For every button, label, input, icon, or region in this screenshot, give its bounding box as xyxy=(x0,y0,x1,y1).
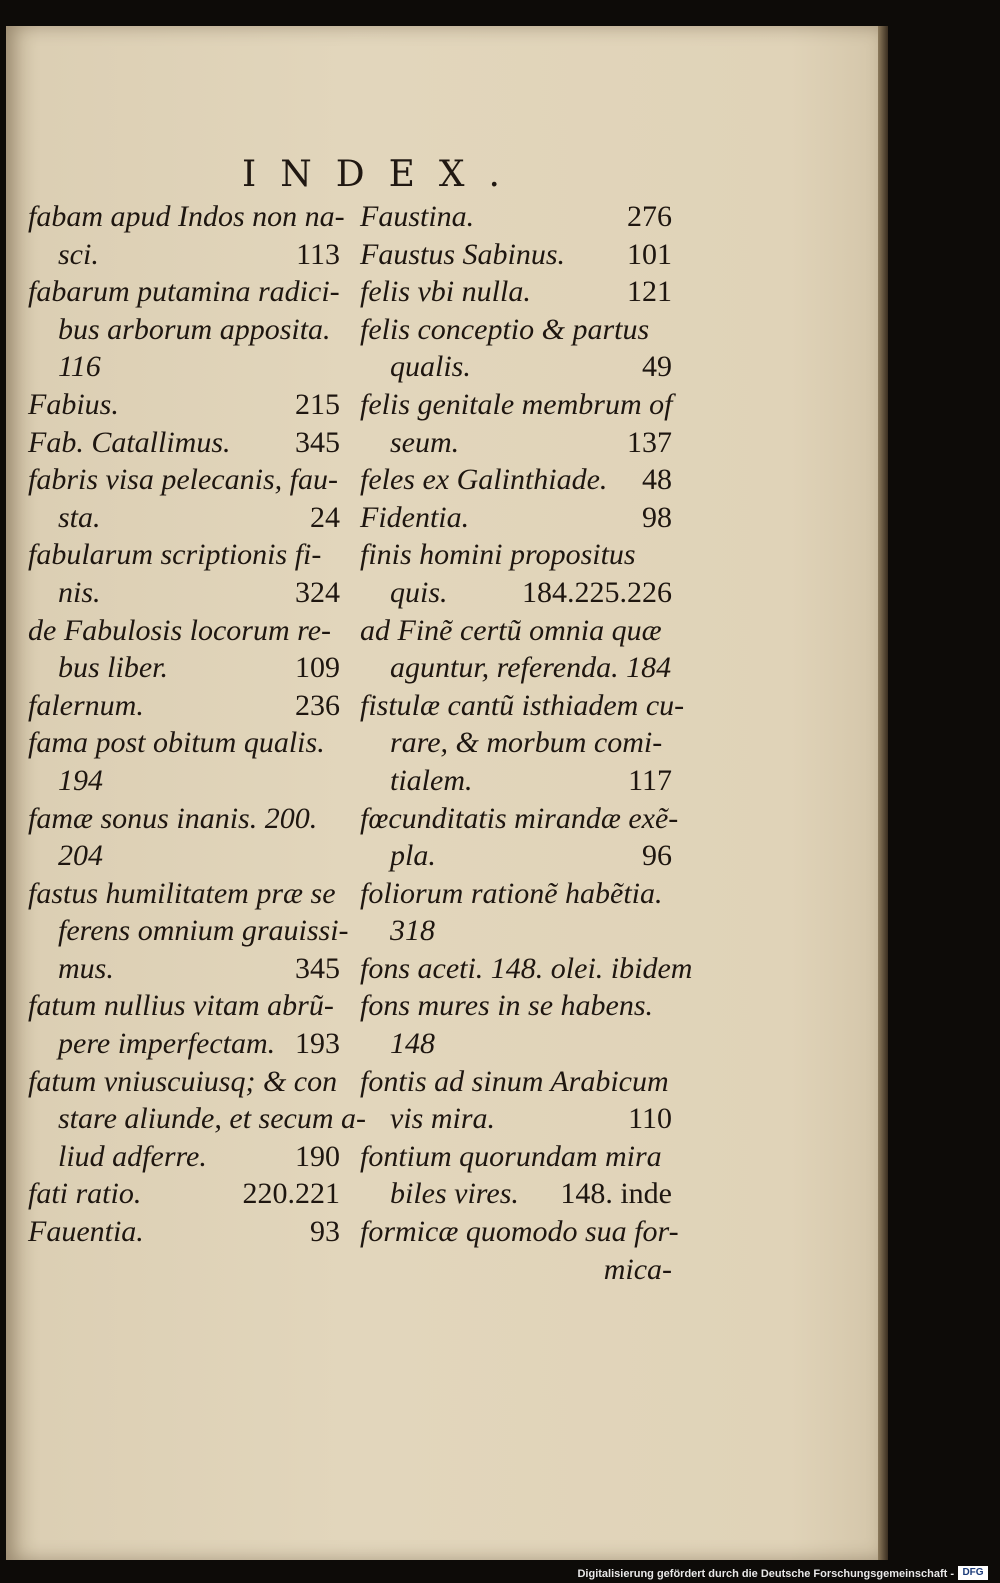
index-entry xyxy=(360,461,672,499)
index-entry-text: fati ratio. xyxy=(28,1177,142,1211)
index-entry-page-number: 24 xyxy=(310,500,340,534)
index-entry xyxy=(360,950,693,988)
index-entry xyxy=(360,386,672,424)
index-entry xyxy=(28,1100,366,1138)
index-entry-text: liud adferre. xyxy=(58,1139,207,1173)
index-entry xyxy=(28,461,340,499)
index-entry xyxy=(360,912,672,950)
index-entry xyxy=(360,612,672,650)
index-entry-text: felis conceptio & partus xyxy=(360,312,650,346)
index-entry-text: Fabius. xyxy=(28,387,119,421)
index-entry xyxy=(360,311,672,349)
index-entry-text: 194 xyxy=(58,763,103,797)
index-entry-text: seum. xyxy=(390,425,460,459)
index-entry xyxy=(28,424,340,462)
index-entry-text: vis mira. xyxy=(390,1102,495,1136)
index-entry-page-number: 109 xyxy=(295,651,340,685)
index-entry-text: fons mures in se habens. xyxy=(360,989,654,1023)
index-entry-text: sci. xyxy=(58,237,99,271)
index-entry-text: fistulæ cantũ isthiadem cu- xyxy=(360,688,685,722)
index-entry xyxy=(360,198,672,236)
index-entry-text: quis. xyxy=(390,575,448,609)
index-entry xyxy=(28,236,340,274)
index-entry-text: 148 xyxy=(390,1027,435,1061)
index-entry-page-number: 345 xyxy=(295,951,340,985)
index-entry-page-number: 184.225.226 xyxy=(522,575,672,609)
index-entry xyxy=(28,875,340,913)
index-entry xyxy=(28,536,340,574)
index-entry-text: sta. xyxy=(58,500,101,534)
index-entry-text: nis. xyxy=(58,575,101,609)
index-entry-text: fastus humilitatem præ se xyxy=(28,876,336,910)
index-entry-text: Fauentia. xyxy=(28,1215,144,1249)
index-entry-text: pla. xyxy=(390,839,436,873)
index-entry-text: finis homini propositus xyxy=(360,538,636,572)
index-entry xyxy=(360,1138,672,1176)
index-entry xyxy=(360,1063,672,1101)
index-entry-text: foliorum rationẽ habẽtia. xyxy=(360,876,663,910)
index-entry-text: fabarum putamina radici- xyxy=(28,275,340,309)
index-entry-page-number: 137 xyxy=(627,425,672,459)
index-entry-text: fabam apud Indos non na- xyxy=(28,200,345,233)
index-entry-page-number: 215 xyxy=(295,387,340,421)
index-entry-page-number: 98 xyxy=(642,500,672,534)
index-entry-text: pere imperfectam. xyxy=(58,1027,276,1061)
index-entry-text: rare, & morbum comi- xyxy=(390,726,663,760)
index-entry xyxy=(28,311,340,349)
index-entry-text: felis vbi nulla. xyxy=(360,275,531,309)
index-entry-text: feles ex Galinthiade. xyxy=(360,463,608,497)
index-entry-page-number: 49 xyxy=(642,350,672,384)
index-entry xyxy=(360,837,672,875)
index-entry xyxy=(28,348,340,386)
index-entry-page-number: 276 xyxy=(627,200,672,233)
index-entry xyxy=(360,687,685,725)
index-column-left xyxy=(28,198,366,1251)
index-entry xyxy=(360,1025,672,1063)
index-entry-text: tialem. xyxy=(390,763,473,797)
index-entry xyxy=(28,574,340,612)
index-entry-text: qualis. xyxy=(390,350,471,384)
index-entry-page-number: 110 xyxy=(628,1102,672,1136)
index-entry xyxy=(360,800,679,838)
index-entry xyxy=(360,499,672,537)
index-entry-text: fontis ad sinum Arabicum xyxy=(360,1064,669,1098)
header-title: INDEX. xyxy=(242,154,524,195)
index-entry-text: 204 xyxy=(58,839,103,873)
index-entry xyxy=(360,574,672,612)
index-entry-text: fons aceti. 148. olei. ibidem xyxy=(360,951,693,985)
index-entry xyxy=(360,1100,672,1138)
index-entry xyxy=(28,950,340,988)
index-entry-text: fatum nullius vitam abrũ- xyxy=(28,989,334,1023)
index-entry xyxy=(28,762,340,800)
index-entry-page-number: 236 xyxy=(295,688,340,722)
index-entry xyxy=(360,348,672,386)
index-entry xyxy=(360,236,672,274)
index-entry xyxy=(360,1175,672,1213)
index-entry xyxy=(28,649,340,687)
index-entry-text: formicæ quomodo sua for- xyxy=(360,1215,679,1249)
index-entry xyxy=(28,386,340,424)
index-entry xyxy=(28,1175,340,1213)
index-entry xyxy=(28,198,345,236)
index-entry-text: fama post obitum qualis. xyxy=(28,726,325,760)
index-entry-text: biles vires. xyxy=(390,1177,519,1211)
index-entry-text: Faustina. xyxy=(360,200,475,233)
index-entry-text: felis genitale membrum of xyxy=(360,387,673,421)
page-edge xyxy=(878,26,888,1560)
index-entry-page-number: 117 xyxy=(628,763,672,797)
index-entry-text: stare aliunde, et secum a- xyxy=(58,1102,366,1136)
index-entry-text: Fab. Catallimus. xyxy=(28,425,231,459)
index-entry-text: 116 xyxy=(58,350,101,384)
index-entry xyxy=(28,912,349,950)
index-entry-text: famæ sonus inanis. 200. xyxy=(28,801,318,835)
index-entry xyxy=(28,800,340,838)
index-entry-page-number: 121 xyxy=(627,275,672,309)
index-entry-text: Fidentia. xyxy=(360,500,470,534)
index-entry-text: fontium quorundam mira xyxy=(360,1139,662,1173)
index-entry xyxy=(28,1213,340,1251)
index-column-right xyxy=(360,198,693,1288)
index-entry-text: ferens omnium grauissi- xyxy=(58,914,349,948)
index-entry-page-number: 93 xyxy=(310,1215,340,1249)
index-entry xyxy=(28,1025,340,1063)
index-entry-text: de Fabulosis locorum re- xyxy=(28,613,332,647)
index-entry xyxy=(28,1063,340,1101)
index-entry-page-number: 345 xyxy=(295,425,340,459)
index-entry-page-number: 48 xyxy=(642,463,672,497)
index-entry xyxy=(360,1213,679,1251)
index-entry-page-number: 190 xyxy=(295,1139,340,1173)
index-entry-text: aguntur, referenda. 184 xyxy=(390,651,672,685)
index-entry-text: Faustus Sabinus. xyxy=(360,237,566,271)
dfg-logo: DFG xyxy=(958,1566,988,1580)
footer-credit: Digitalisierung gefördert durch die Deutsche Forschungsgemeinschaft - xyxy=(577,1568,954,1580)
index-entry-text: falernum. xyxy=(28,688,144,722)
index-entry xyxy=(28,273,340,311)
index-entry-page-number: 324 xyxy=(295,575,340,609)
index-entry-text: bus arborum apposita. xyxy=(58,312,331,346)
index-entry xyxy=(28,612,340,650)
index-entry xyxy=(360,762,672,800)
index-entry-page-number: 148. inde xyxy=(560,1177,672,1211)
index-entry xyxy=(360,536,672,574)
index-entry-text: fatum vniuscuiusq; & con xyxy=(28,1064,338,1098)
index-entry-text: fœcunditatis mirandæ exẽ- xyxy=(360,801,679,835)
index-entry-page-number: 96 xyxy=(642,839,672,873)
index-entry-page-number: 113 xyxy=(296,237,340,271)
index-entry-page-number: 101 xyxy=(627,237,672,271)
index-entry-text: mica- xyxy=(603,1252,672,1286)
index-entry xyxy=(360,875,672,913)
index-entry xyxy=(28,687,340,725)
index-entry-text: 318 xyxy=(390,914,435,948)
index-entry xyxy=(28,499,340,537)
index-entry xyxy=(28,1138,340,1176)
index-entry xyxy=(360,424,672,462)
book-page xyxy=(6,26,878,1560)
index-entry-text: fabris visa pelecanis, fau- xyxy=(28,463,338,497)
index-entry-text: mus. xyxy=(58,951,114,985)
index-entry xyxy=(360,987,672,1025)
index-entry xyxy=(360,649,672,687)
index-entry xyxy=(360,1251,672,1289)
index-entry-page-number: 193 xyxy=(295,1027,340,1061)
index-entry-page-number: 220.221 xyxy=(242,1177,340,1211)
index-entry xyxy=(360,273,672,311)
index-entry xyxy=(28,724,340,762)
index-entry-text: fabularum scriptionis fi- xyxy=(28,538,322,572)
footer-bar xyxy=(0,1561,1000,1583)
index-entry-text: bus liber. xyxy=(58,651,169,685)
index-entry-text: ad Finẽ certũ omnia quæ xyxy=(360,613,662,647)
index-entry xyxy=(28,837,340,875)
index-entry xyxy=(360,724,672,762)
index-entry xyxy=(28,987,340,1025)
